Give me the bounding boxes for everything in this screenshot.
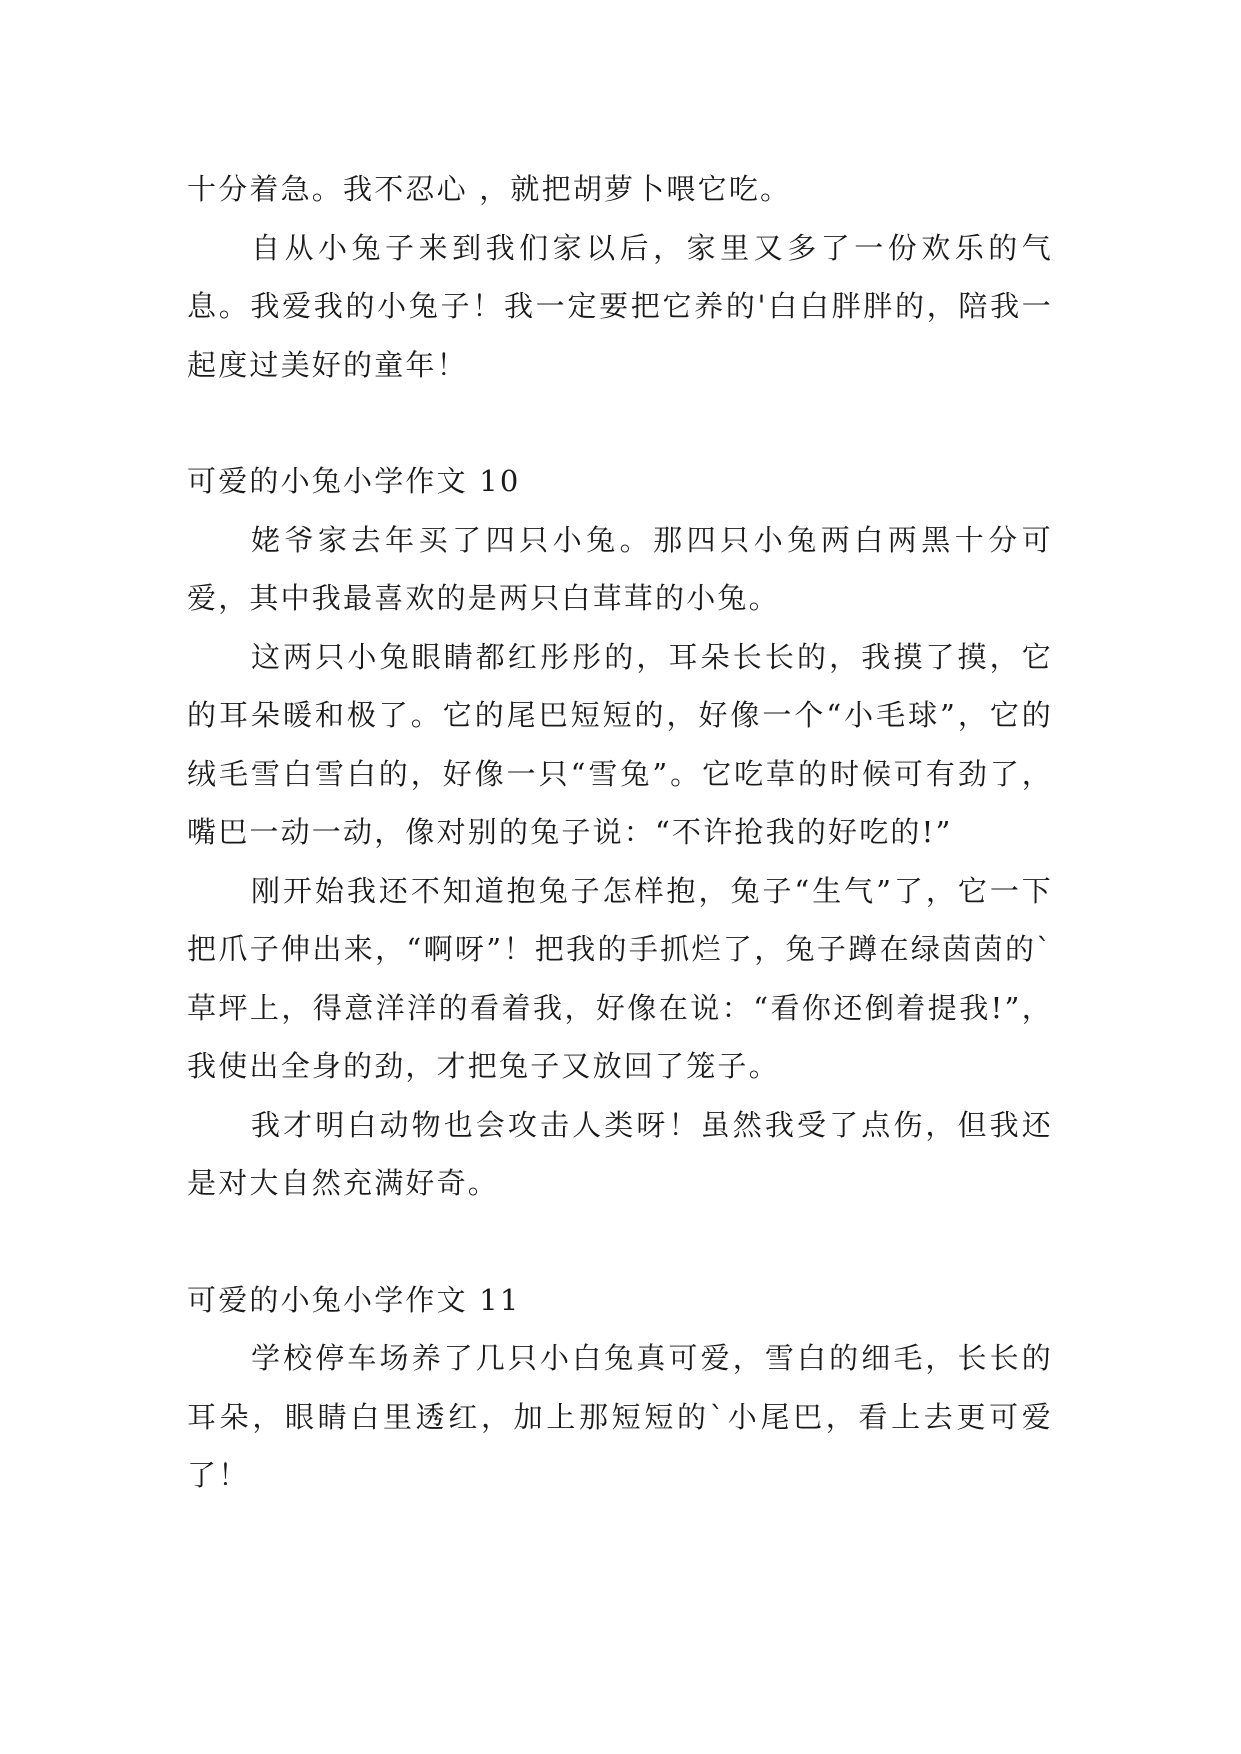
section-spacer (187, 394, 1053, 452)
paragraph: 姥爷家去年买了四只小兔。那四只小兔两白两黑十分可爱，其中我最喜欢的是两只白茸茸的小兔。 (187, 522, 1053, 615)
section-spacer (187, 1213, 1053, 1271)
essay-title-10: 可爱的小兔小学作文 10 (187, 464, 521, 498)
essay-title-11: 可爱的小兔小学作文 11 (187, 1282, 521, 1317)
paragraph: 自从小兔子来到我们家以后，家里又多了一份欢乐的气息。我爱我的小兔子！我一定要把它养的'白白胖胖的，陪我一起度过美好的童年！ (187, 230, 1053, 382)
paragraph-continued: 十分着急。我不忍心 ，就把胡萝卜喂它吃。 (187, 172, 792, 206)
paragraph: 刚开始我还不知道抱兔子怎样抱，兔子“生气”了，它一下把爪子伸出来，“啊呀”！把我的手抓烂了，兔子蹲在绿茵茵的`草坪上，得意洋洋的看着我，好像在说：“看你还倒着提我!”，我使出全身的劲，才把兔子又放回了笼子。 (187, 873, 1053, 1083)
document-body (187, 160, 1053, 1505)
paragraph: 我才明白动物也会攻击人类呀！虽然我受了点伤，但我还是对大自然充满好奇。 (187, 1107, 1053, 1200)
paragraph: 这两只小兔眼睛都红彤彤的，耳朵长长的，我摸了摸，它的耳朵暖和极了。它的尾巴短短的，好像一个“小毛球”，它的绒毛雪白雪白的，好像一只“雪兔”。它吃草的时候可有劲了，嘴巴一动一动，像对别的兔子说：“不许抢我的好吃的!” (187, 639, 1053, 849)
paragraph: 学校停车场养了几只小白兔真可爱，雪白的细毛，长长的耳朵，眼睛白里透红，加上那短短的`小尾巴，看上去更可爱了！ (187, 1341, 1053, 1492)
